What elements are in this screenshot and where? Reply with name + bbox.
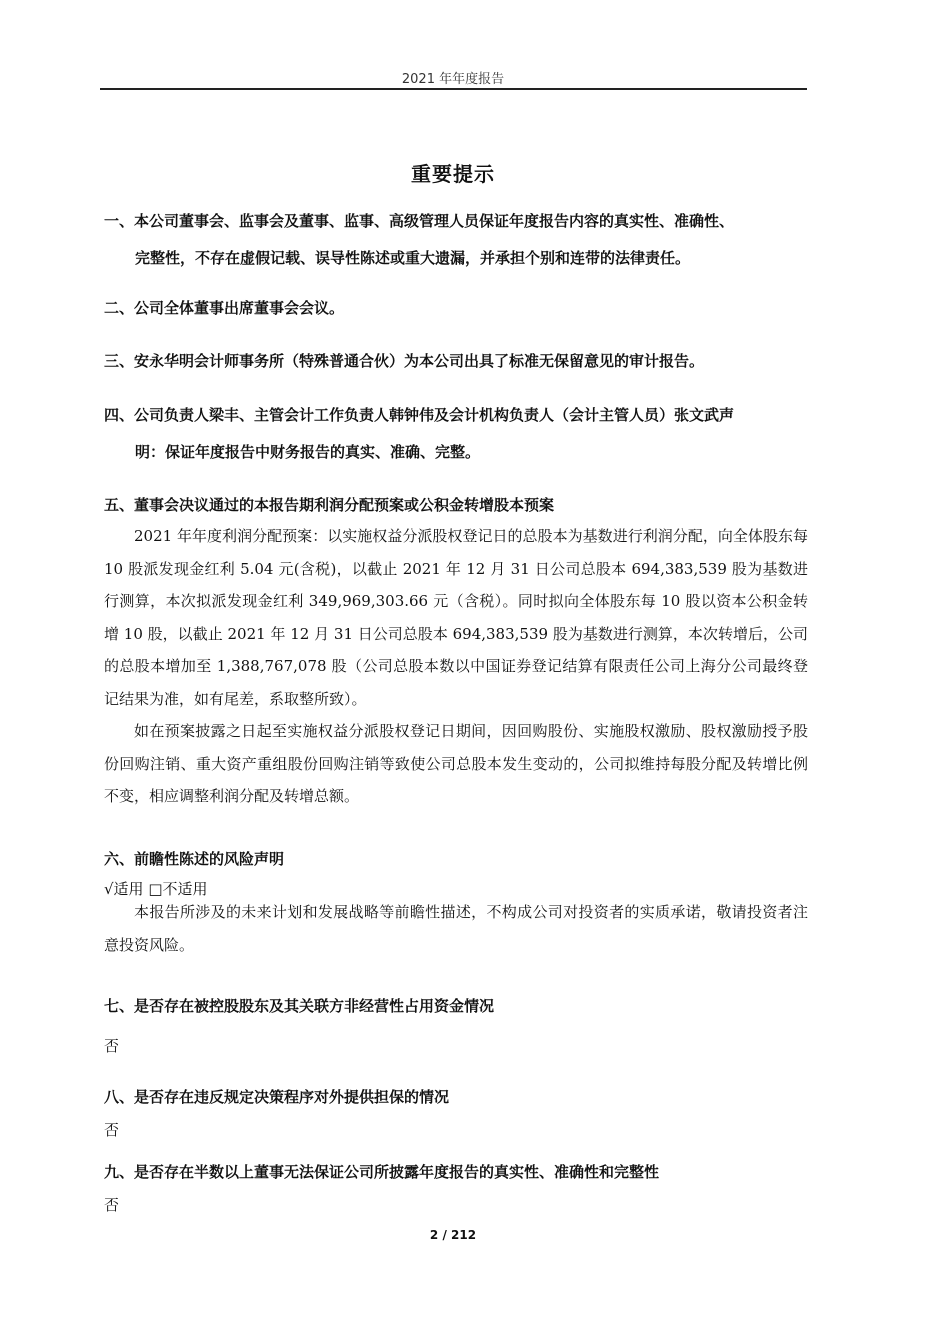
section-9-answer: 否	[104, 1196, 120, 1214]
section-5-paragraph-2: 如在预案披露之日起至实施权益分派股权登记日期间，因回购股份、实施股权激励、股权激励授予股份回购注销、重大资产重组股份回购注销等致使公司总股本发生变动的，公司拟维持每股分配及转增比例不变，相应调整利润分配及转增总额。	[104, 722, 808, 805]
section-9-heading: 九、是否存在半数以上董事无法保证公司所披露年度报告的真实性、准确性和完整性	[104, 1163, 660, 1181]
applicability-options: √适用 □不适用	[104, 880, 208, 898]
header-divider	[100, 88, 807, 90]
section-6-paragraph: 本报告所涉及的未来计划和发展战略等前瞻性描述，不构成公司对投资者的实质承诺，敬请投资者注意投资风险。	[104, 903, 808, 954]
section-7-answer: 否	[104, 1037, 120, 1055]
section-2: 二、公司全体董事出席董事会会议。	[104, 299, 345, 317]
section-6-heading: 六、前瞻性陈述的风险声明	[104, 850, 285, 868]
section-1-line-1: 一、本公司董事会、监事会及董事、监事、高级管理人员保证年度报告内容的真实性、准确性、	[104, 212, 735, 230]
page-number: 2 / 212	[429, 1228, 477, 1242]
section-5-paragraph-1: 2021 年年度利润分配预案：以实施权益分派股权登记日的总股本为基数进行利润分配，向全体股东每 10 股派发现金红利 5.04 元(含税)，以截止 2021 年 12 月 31 日公司总股本 694,383,539 股为基数进行测算，本次拟派发现金红利 349,969,303.66 元（含税）。同时拟向全体股东每 10 股以资本公积金转增 10 股，以截止 2021 年 12 月 31 日公司总股本 694,383,539 股为基数进行测算，本次转增后，公司的总股本增加至 1,388,767,078 股（公司总股本数以中国证券登记结算有限责任公司上海分公司最终登记结果为准，如有尾差，系取整所致）。	[104, 527, 808, 708]
section-1	[104, 203, 814, 277]
section-3: 三、安永华明会计师事务所（特殊普通合伙）为本公司出具了标准无保留意见的审计报告。	[104, 352, 705, 370]
section-7-heading: 七、是否存在被控股股东及其关联方非经营性占用资金情况	[104, 997, 495, 1015]
section-4	[104, 397, 814, 471]
section-8-answer: 否	[104, 1121, 120, 1139]
section-4-line-1: 四、公司负责人梁丰、主管会计工作负责人韩钟伟及会计机构负责人（会计主管人员）张文武声	[104, 406, 735, 424]
section-5-heading: 五、董事会决议通过的本报告期利润分配预案或公积金转增股本预案	[104, 496, 555, 514]
report-header: 2021 年年度报告	[401, 72, 505, 87]
section-4-line-2: 明：保证年度报告中财务报告的真实、准确、完整。	[135, 443, 481, 461]
page-title: 重要提示	[411, 162, 495, 186]
section-8-heading: 八、是否存在违反规定决策程序对外提供担保的情况	[104, 1088, 450, 1106]
section-1-line-2: 完整性，不存在虚假记载、误导性陈述或重大遗漏，并承担个别和连带的法律责任。	[135, 249, 691, 267]
